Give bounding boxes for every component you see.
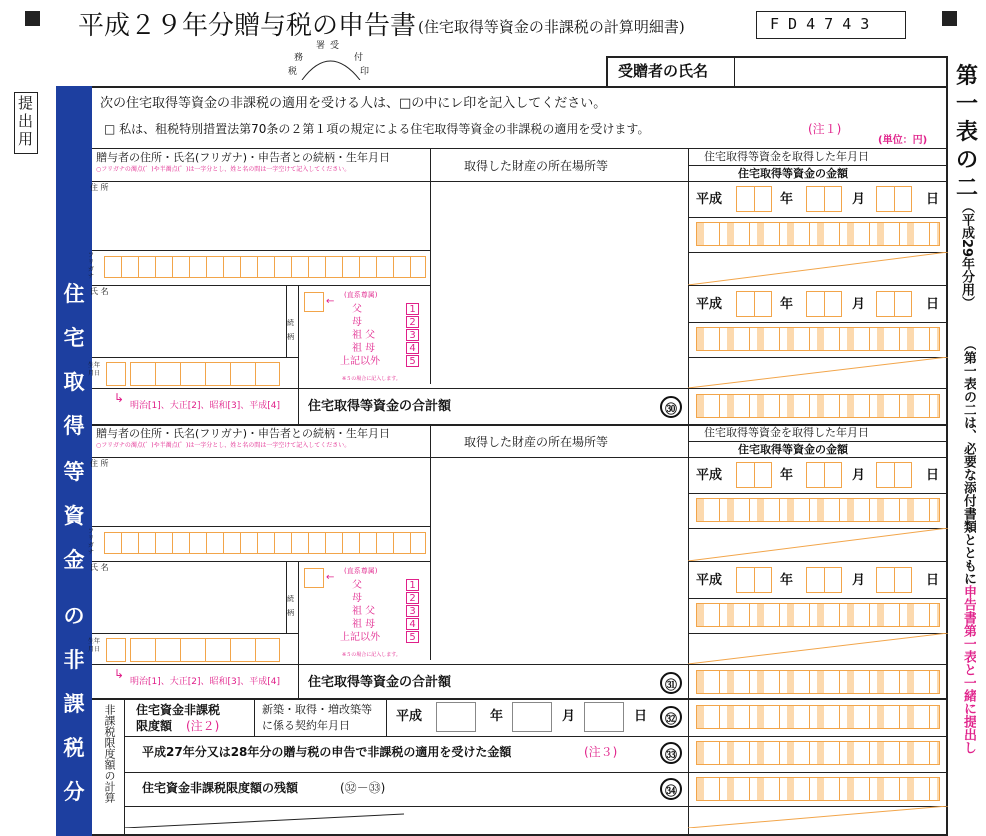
name-input-1[interactable] xyxy=(94,300,284,354)
contract-year[interactable] xyxy=(436,702,476,732)
contract-day[interactable] xyxy=(584,702,624,732)
remaining-amount-34[interactable] xyxy=(696,777,940,801)
acq-header-1b: 住宅取得等資金の金額 xyxy=(738,167,848,180)
row33-label: 平成27年分又は28年分の贈与税の申告で非課税の適用を受けた金額 xyxy=(142,745,512,759)
diagonal-3 xyxy=(688,528,948,561)
amount-2[interactable] xyxy=(696,327,940,351)
birth-date-2[interactable] xyxy=(130,638,280,662)
name-input-2[interactable] xyxy=(94,576,284,630)
circle-32: ㉜ xyxy=(660,706,682,728)
diagonal-4 xyxy=(688,633,948,664)
intro-note1: (注１) xyxy=(808,122,842,136)
amount-3[interactable] xyxy=(696,498,940,522)
form-code: F D 4 7 4 3 xyxy=(770,15,870,33)
row34-calc: (㉜－㉝) xyxy=(340,781,386,795)
relation-label-2: 続柄 xyxy=(287,595,294,617)
donor-note-2: ○フリガナの濁点(゛)や半濁点(゜)は一字分とし、姓と名の間は一字空けて記入してください。 xyxy=(96,442,351,449)
side-note: （第一表の二は、必要な添付書類とともに申告書第一表と一緒に提出し xyxy=(961,338,976,754)
recipient-name-label: 受贈者の氏名 xyxy=(618,62,709,80)
diagonal-1 xyxy=(688,252,948,285)
furigana-cells-2[interactable] xyxy=(104,532,426,554)
diagonal-6 xyxy=(688,806,948,828)
acq4-day[interactable] xyxy=(876,567,912,593)
acq2-month[interactable] xyxy=(806,291,842,317)
limit-amount-32[interactable] xyxy=(696,705,940,729)
property-input-2[interactable] xyxy=(432,459,686,657)
unit-label: (単位：円) xyxy=(878,135,928,146)
relation-code-1[interactable] xyxy=(304,292,324,312)
donor-header-2: 贈与者の住所・氏名(フリガナ)・申告者との続柄・生年月日 xyxy=(96,427,391,440)
address-input-2[interactable] xyxy=(94,472,426,524)
donor-note-1: ○フリガナの濁点(゛)や半濁点(゜)は一字分とし、姓と名の間は一字空けて記入してください。 xyxy=(96,166,351,173)
address-input-1[interactable] xyxy=(94,196,426,248)
birth-label-1: 生年月日 xyxy=(88,362,101,377)
circle-31: ㉛ xyxy=(660,672,682,694)
acq3-month[interactable] xyxy=(806,462,842,488)
page-subtitle: (住宅取得等資金の非課税の計算明細書) xyxy=(418,18,685,36)
birth-date-1[interactable] xyxy=(130,362,280,386)
total-label-31: 住宅取得等資金の合計額 xyxy=(308,675,452,690)
property-header-1: 取得した財産の所在場所等 xyxy=(464,159,609,173)
relation-label-1: 続柄 xyxy=(287,319,294,341)
era-options-1: 明治[1]、大正[2]、昭和[3]、平成[4] xyxy=(130,401,280,411)
limit-side-label: 非課税限度額の計算 xyxy=(103,704,116,803)
name-label-2: 氏 名 xyxy=(90,563,109,572)
acq-header-1a: 住宅取得等資金を取得した年月日 xyxy=(704,150,869,163)
acq1-month[interactable] xyxy=(806,186,842,212)
furigana-cells-1[interactable] xyxy=(104,256,426,278)
total-amount-31[interactable] xyxy=(696,670,940,694)
amount-4[interactable] xyxy=(696,603,940,627)
recipient-name-input[interactable] xyxy=(736,58,946,86)
address-label-2: 住 所 xyxy=(90,459,109,468)
side-year-note: （平成29年分用） xyxy=(959,200,974,310)
row32-label-b: 限度額 xyxy=(136,719,173,733)
donor-header-1: 贈与者の住所・氏名(フリガナ)・申告者との続柄・生年月日 xyxy=(96,151,391,164)
address-label-1: 住 所 xyxy=(90,183,109,192)
diagonal-5 xyxy=(124,806,688,828)
acq4-year[interactable] xyxy=(736,567,772,593)
relation-code-2[interactable] xyxy=(304,568,324,588)
page-title: 平成２９年分贈与税の申告書 xyxy=(78,11,417,41)
acq-header-2b: 住宅取得等資金の金額 xyxy=(738,443,848,456)
circle-34: ㉞ xyxy=(660,778,682,800)
acq2-day[interactable] xyxy=(876,291,912,317)
acq-header-2a: 住宅取得等資金を取得した年月日 xyxy=(704,426,869,439)
total-amount-30[interactable] xyxy=(696,394,940,418)
row32-label-a: 住宅資金非課税 xyxy=(136,703,221,717)
contract-month[interactable] xyxy=(512,702,552,732)
acq4-month[interactable] xyxy=(806,567,842,593)
property-input-1[interactable] xyxy=(432,183,686,381)
row34-label: 住宅資金非課税限度額の残額 xyxy=(142,781,299,795)
row32-label-d: に係る契約年月日 xyxy=(262,719,350,732)
row32-label-c: 新築・取得・増改築等 xyxy=(262,703,372,716)
furigana-label-2: フリガナ xyxy=(88,528,95,556)
birth-era-1[interactable] xyxy=(106,362,126,386)
name-label-1: 氏 名 xyxy=(90,287,109,296)
era-options-2: 明治[1]、大正[2]、昭和[3]、平成[4] xyxy=(130,677,280,687)
property-header-2: 取得した財産の所在場所等 xyxy=(464,435,609,449)
receipt-stamp: 署 受 務 付 税 印 xyxy=(280,40,380,80)
used-amount-33[interactable] xyxy=(696,741,940,765)
acq1-day[interactable] xyxy=(876,186,912,212)
corner-mark-right xyxy=(942,11,957,26)
total-label-30: 住宅取得等資金の合計額 xyxy=(308,399,452,414)
birth-era-2[interactable] xyxy=(106,638,126,662)
row33-note: (注３) xyxy=(584,745,618,759)
birth-label-2: 生年月日 xyxy=(88,638,101,653)
acq2-year[interactable] xyxy=(736,291,772,317)
corner-mark-left xyxy=(25,11,40,26)
diagonal-2 xyxy=(688,357,948,388)
amount-1[interactable] xyxy=(696,222,940,246)
row32-note: (注２) xyxy=(186,719,220,733)
furigana-label-1: フリガナ xyxy=(88,252,95,280)
acq3-day[interactable] xyxy=(876,462,912,488)
circle-33: ㉝ xyxy=(660,742,682,764)
intro-line2: □ 私は、租税特別措置法第70条の２第１項の規定による住宅取得等資金の非課税の適用を受けます。 xyxy=(104,122,650,136)
circle-30: ㉚ xyxy=(660,396,682,418)
acq3-year[interactable] xyxy=(736,462,772,488)
acq1-year[interactable] xyxy=(736,186,772,212)
intro-line1: 次の住宅取得等資金の非課税の適用を受ける人は、□の中にレ印を記入してください。 xyxy=(100,96,607,111)
